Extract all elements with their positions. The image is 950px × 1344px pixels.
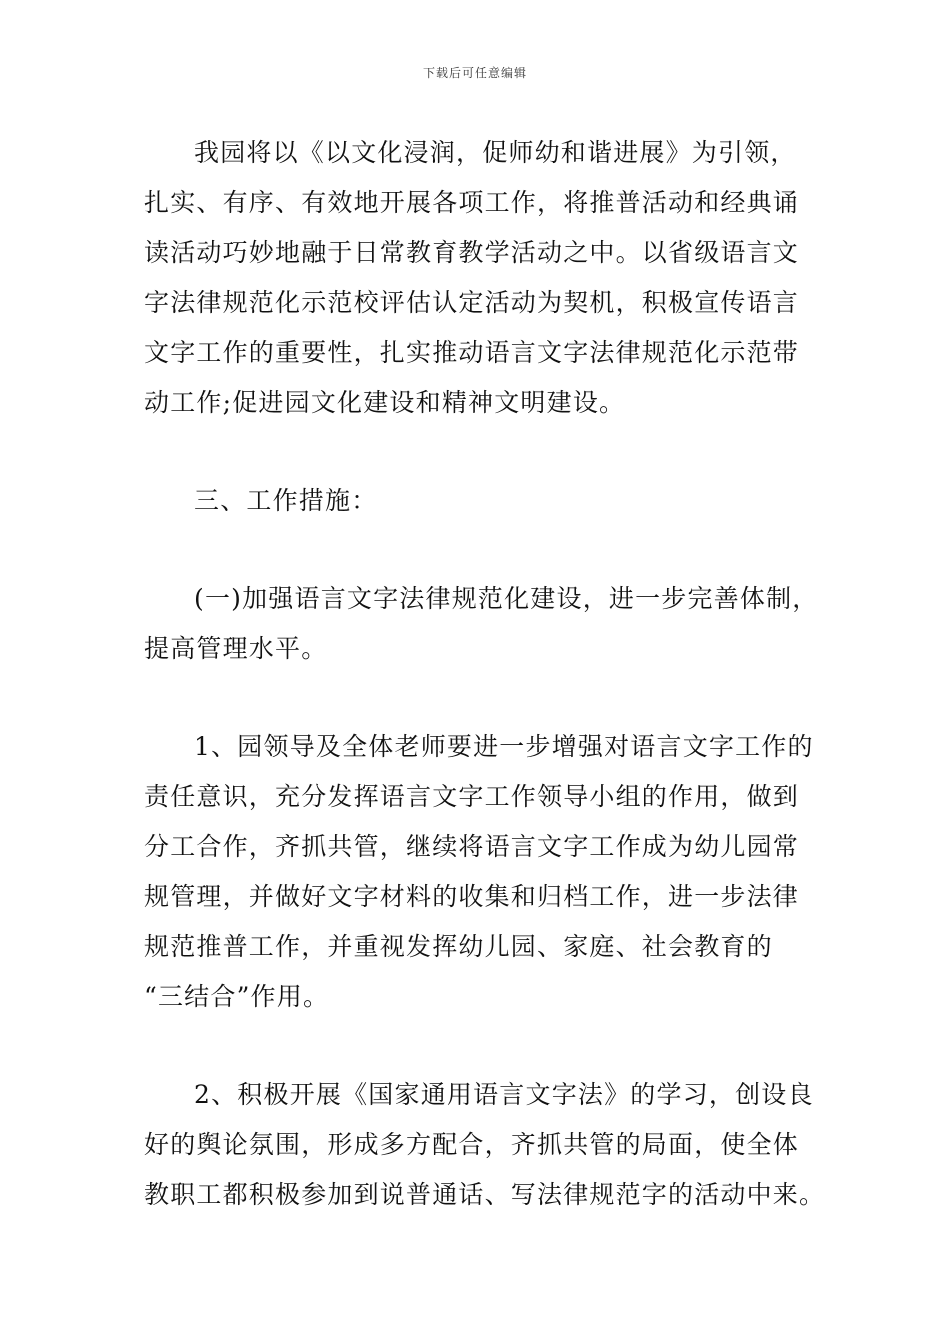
text-line: 我园将以《以文化浸润，促师幼和谐进展》为引领， xyxy=(194,138,797,167)
text-line: “三结合”作用。 xyxy=(144,982,330,1011)
text-line: 责任意识，充分发挥语言文字工作领导小组的作用，做到 xyxy=(144,782,800,811)
text-line: (一)加强语言文字法律规范化建设，进一步完善体制， xyxy=(194,584,819,613)
text-line: 分工合作，齐抓共管，继续将语言文字工作成为幼儿园常 xyxy=(144,832,800,861)
text-line: 提高管理水平。 xyxy=(144,634,328,663)
text-line: 扎实、有序、有效地开展各项工作，将推普活动和经典诵 xyxy=(144,188,800,217)
text-line: 三、工作措施： xyxy=(194,486,378,515)
text-line: 规管理，并做好文字材料的收集和归档工作，进一步法律 xyxy=(144,882,800,911)
paragraph-gap xyxy=(144,428,816,476)
paragraph-item-1 xyxy=(144,722,816,1022)
section-heading xyxy=(144,476,816,526)
text-line: 规范推普工作，并重视发挥幼儿园、家庭、社会教育的 xyxy=(144,932,773,961)
paragraph-gap xyxy=(144,526,816,574)
text-line: 教职工都积极参加到说普通话、写法律规范字的活动中来。 xyxy=(144,1180,826,1209)
paragraph-subheading xyxy=(144,574,819,674)
document-body xyxy=(144,128,826,1220)
text-line: 动工作;促进园文化建设和精神文明建设。 xyxy=(144,388,626,417)
paragraph-gap xyxy=(144,674,816,722)
text-line: 文字工作的重要性，扎实推动语言文字法律规范化示范带 xyxy=(144,338,800,367)
text-line: 2、积极开展《国家通用语言文字法》的学习，创设良 xyxy=(194,1080,814,1109)
text-line: 好的舆论氛围，形成多方配合，齐抓共管的局面，使全体 xyxy=(144,1130,800,1159)
text-line: 字法律规范化示范校评估认定活动为契机，积极宣传语言 xyxy=(144,288,800,317)
header-note: 下载后可任意编辑 xyxy=(422,66,527,80)
paragraph-gap xyxy=(144,1022,816,1070)
paragraph-intro xyxy=(144,128,816,428)
text-line: 1、园领导及全体老师要进一步增强对语言文字工作的 xyxy=(194,732,814,761)
paragraph-item-2 xyxy=(144,1070,826,1220)
text-line: 读活动巧妙地融于日常教育教学活动之中。以省级语言文 xyxy=(144,238,800,267)
